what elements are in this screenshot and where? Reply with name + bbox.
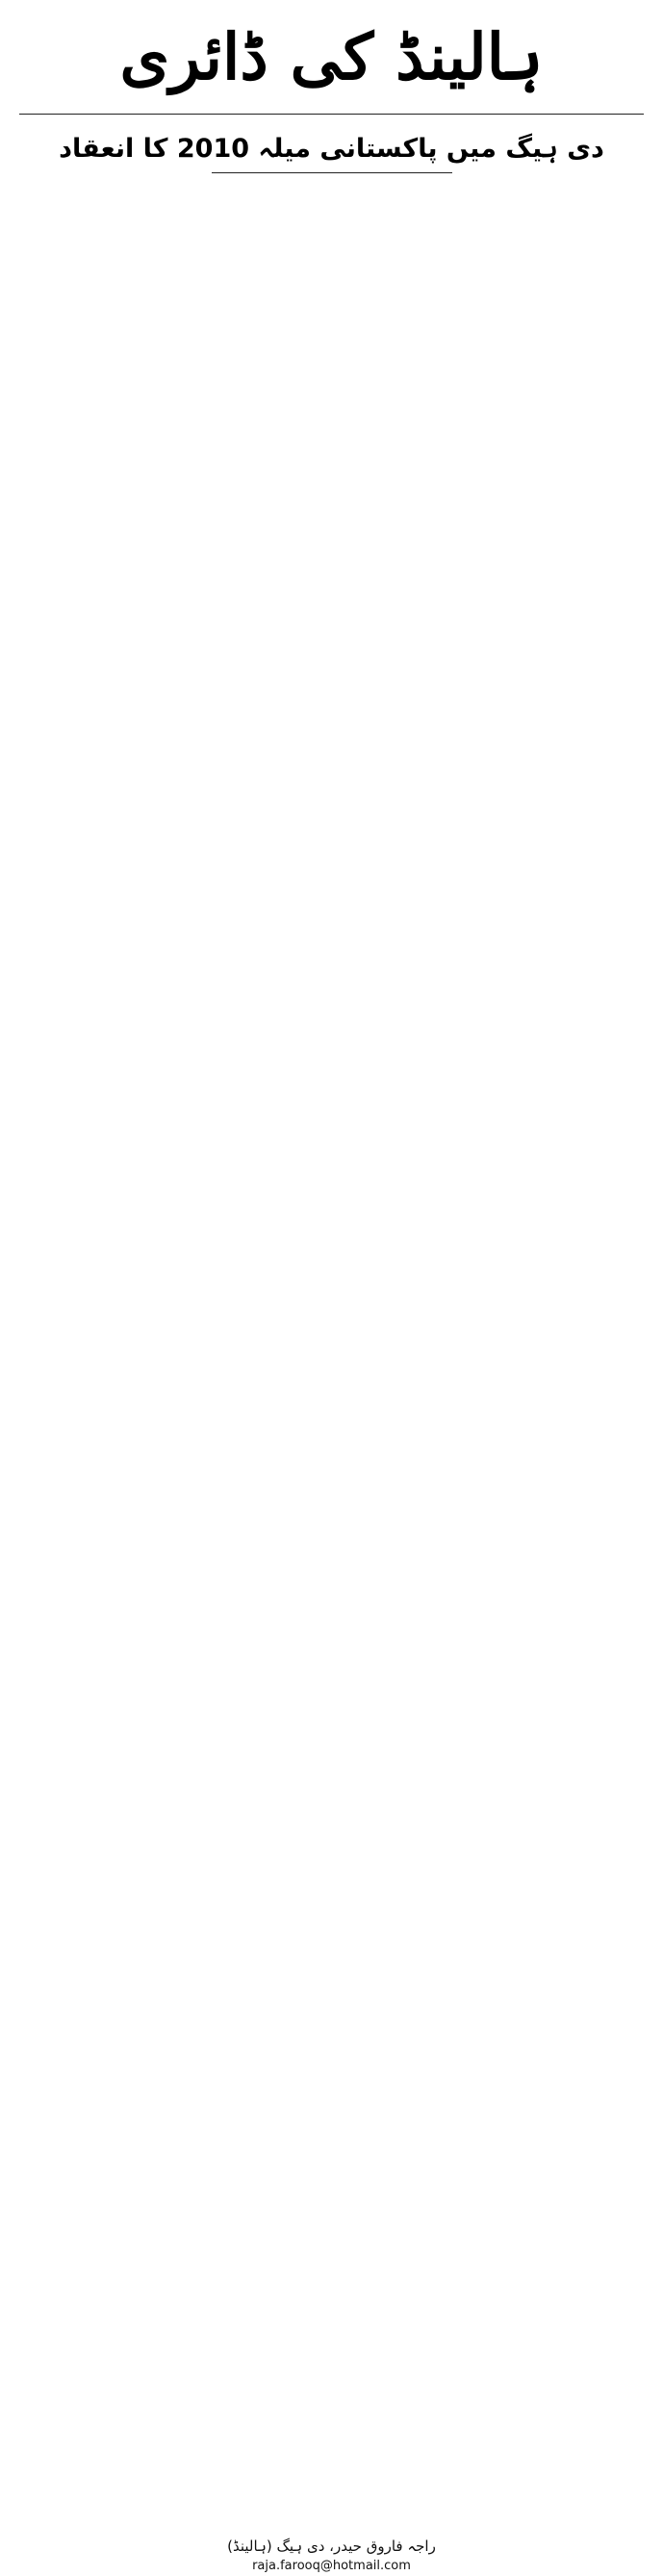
article-paragraph bbox=[19, 187, 644, 481]
article-paragraph bbox=[19, 487, 644, 716]
article-paragraph bbox=[19, 2249, 644, 2314]
article-paragraph bbox=[19, 1860, 644, 1958]
article-headline: دی ہیگ میں پاکستانی میلہ 2010 کا انعقاد bbox=[59, 134, 604, 164]
masthead-rule bbox=[19, 114, 644, 115]
headline-underline bbox=[212, 172, 452, 173]
article-paragraph bbox=[19, 1789, 644, 1854]
article-paragraph bbox=[19, 1717, 644, 1783]
article-paragraph bbox=[19, 1964, 644, 2029]
article-paragraph bbox=[19, 2106, 644, 2172]
article-paragraph bbox=[19, 864, 644, 1094]
article-paragraph bbox=[19, 1581, 644, 1712]
article-paragraph bbox=[19, 2177, 644, 2243]
article-paragraph bbox=[19, 2391, 644, 2457]
article-paragraph bbox=[19, 2462, 644, 2528]
article-paragraph bbox=[19, 1099, 644, 1165]
article-body bbox=[19, 187, 644, 2528]
article-paragraph bbox=[19, 1171, 644, 1301]
article-paragraph bbox=[19, 2320, 644, 2385]
article-paragraph bbox=[19, 722, 644, 787]
article-paragraph bbox=[19, 2035, 644, 2100]
article-paragraph bbox=[19, 793, 644, 859]
author-email: raja.farooq@hotmail.com bbox=[252, 2559, 411, 2574]
article-paragraph bbox=[19, 1444, 644, 1575]
column-masthead: ہالینڈ کی ڈائری bbox=[119, 19, 544, 94]
author-byline: راجہ فاروق حیدر، دی ہیگ (ہالینڈ) bbox=[227, 2537, 436, 2556]
article-paragraph bbox=[19, 1307, 644, 1438]
